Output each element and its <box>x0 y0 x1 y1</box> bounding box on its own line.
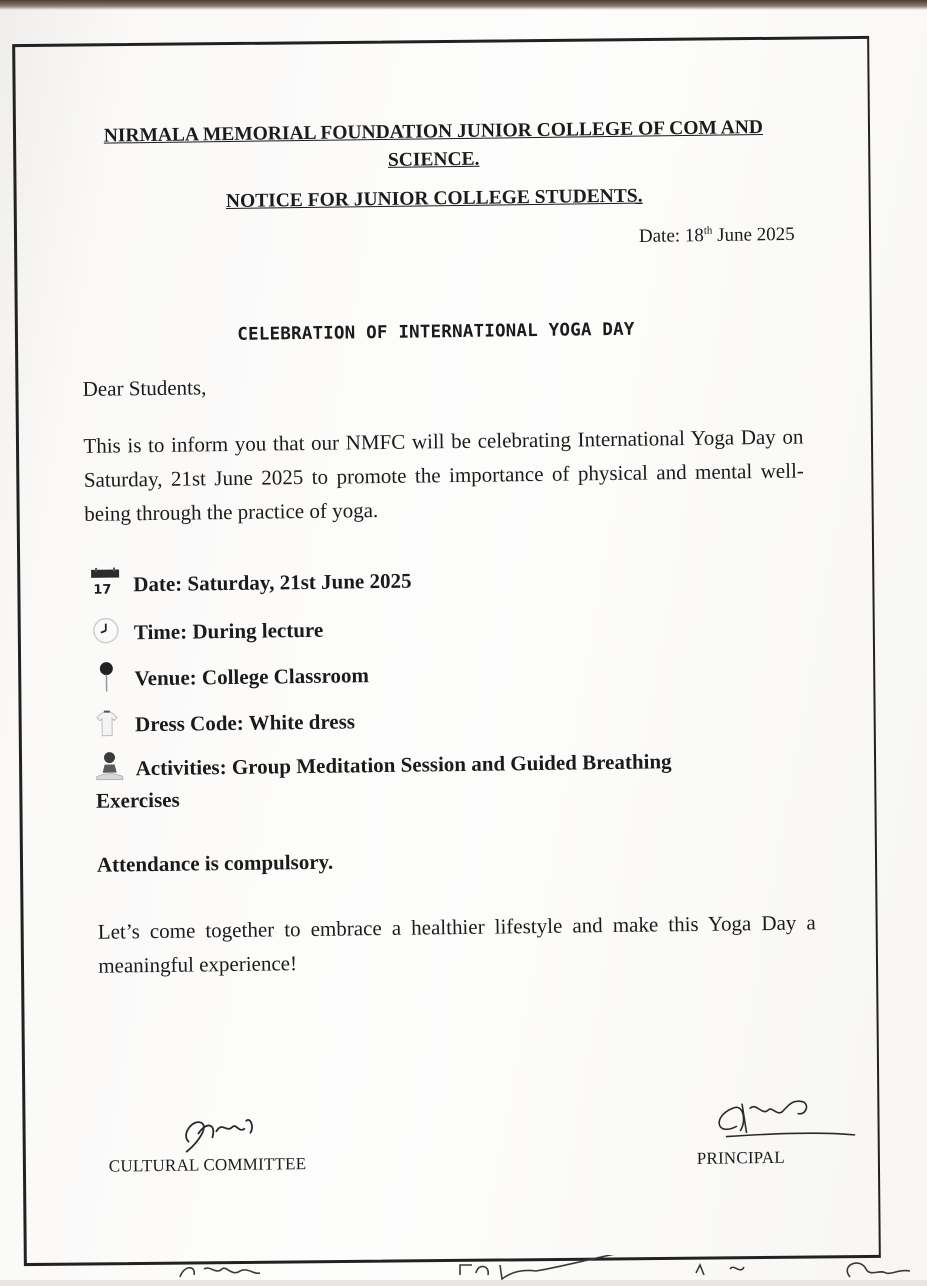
detail-time-text: Time: During lecture <box>134 612 324 650</box>
notice-date <box>555 224 795 249</box>
date-prefix: Date: 18 <box>639 225 704 247</box>
cultural-committee-label: CULTURAL COMMITTEE <box>109 1154 307 1177</box>
college-name-line1: NIRMALA MEMORIAL FOUNDATION JUNIOR COLLEGE OF COM AND <box>73 114 793 151</box>
detail-date <box>89 557 809 602</box>
detail-date-text: Date: Saturday, 21st June 2025 <box>133 563 412 603</box>
clock-icon <box>90 615 130 650</box>
detail-activities-text: Activities: Group Meditation Session and Guided Breathing <box>135 741 811 786</box>
meditation-icon <box>91 750 131 785</box>
closing-paragraph: Let’s come together to embrace a healthier lifestyle and make this Yoga Day a meaningful experience! <box>98 905 817 982</box>
detail-activities <box>91 741 811 786</box>
intro-paragraph: This is to inform you that our NMFC will be celebrating International Yoga Day on Saturday, 21st June 2025 to promote the importance of physical and mental well-being through the practice of yoga. <box>83 419 804 530</box>
detail-venue <box>90 651 810 696</box>
calendar-day: 17 <box>93 583 111 598</box>
principal-signature <box>706 1085 877 1147</box>
detail-venue-text: Venue: College Classroom <box>134 657 369 696</box>
attendance-note: Attendance is compulsory. <box>97 850 334 878</box>
bottom-handwriting-marks <box>160 1255 920 1280</box>
calendar-icon <box>89 567 129 602</box>
college-name <box>73 114 794 179</box>
college-name-line2: SCIENCE. <box>74 142 794 179</box>
date-rest: June 2025 <box>712 224 795 246</box>
detail-activities-continuation: Exercises <box>96 788 180 814</box>
date-ordinal: th <box>704 225 713 237</box>
notice-title: NOTICE FOR JUNIOR COLLEGE STUDENTS. <box>144 185 724 215</box>
salutation: Dear Students, <box>83 375 207 402</box>
detail-dress-code <box>91 697 811 742</box>
detail-dress-code-text: Dress Code: White dress <box>135 703 355 742</box>
detail-time <box>90 605 810 650</box>
shirt-icon <box>91 707 131 742</box>
pin-icon <box>90 661 130 696</box>
principal-label: PRINCIPAL <box>697 1148 785 1169</box>
subject-heading: CELEBRATION OF INTERNATIONAL YOGA DAY <box>146 318 726 346</box>
